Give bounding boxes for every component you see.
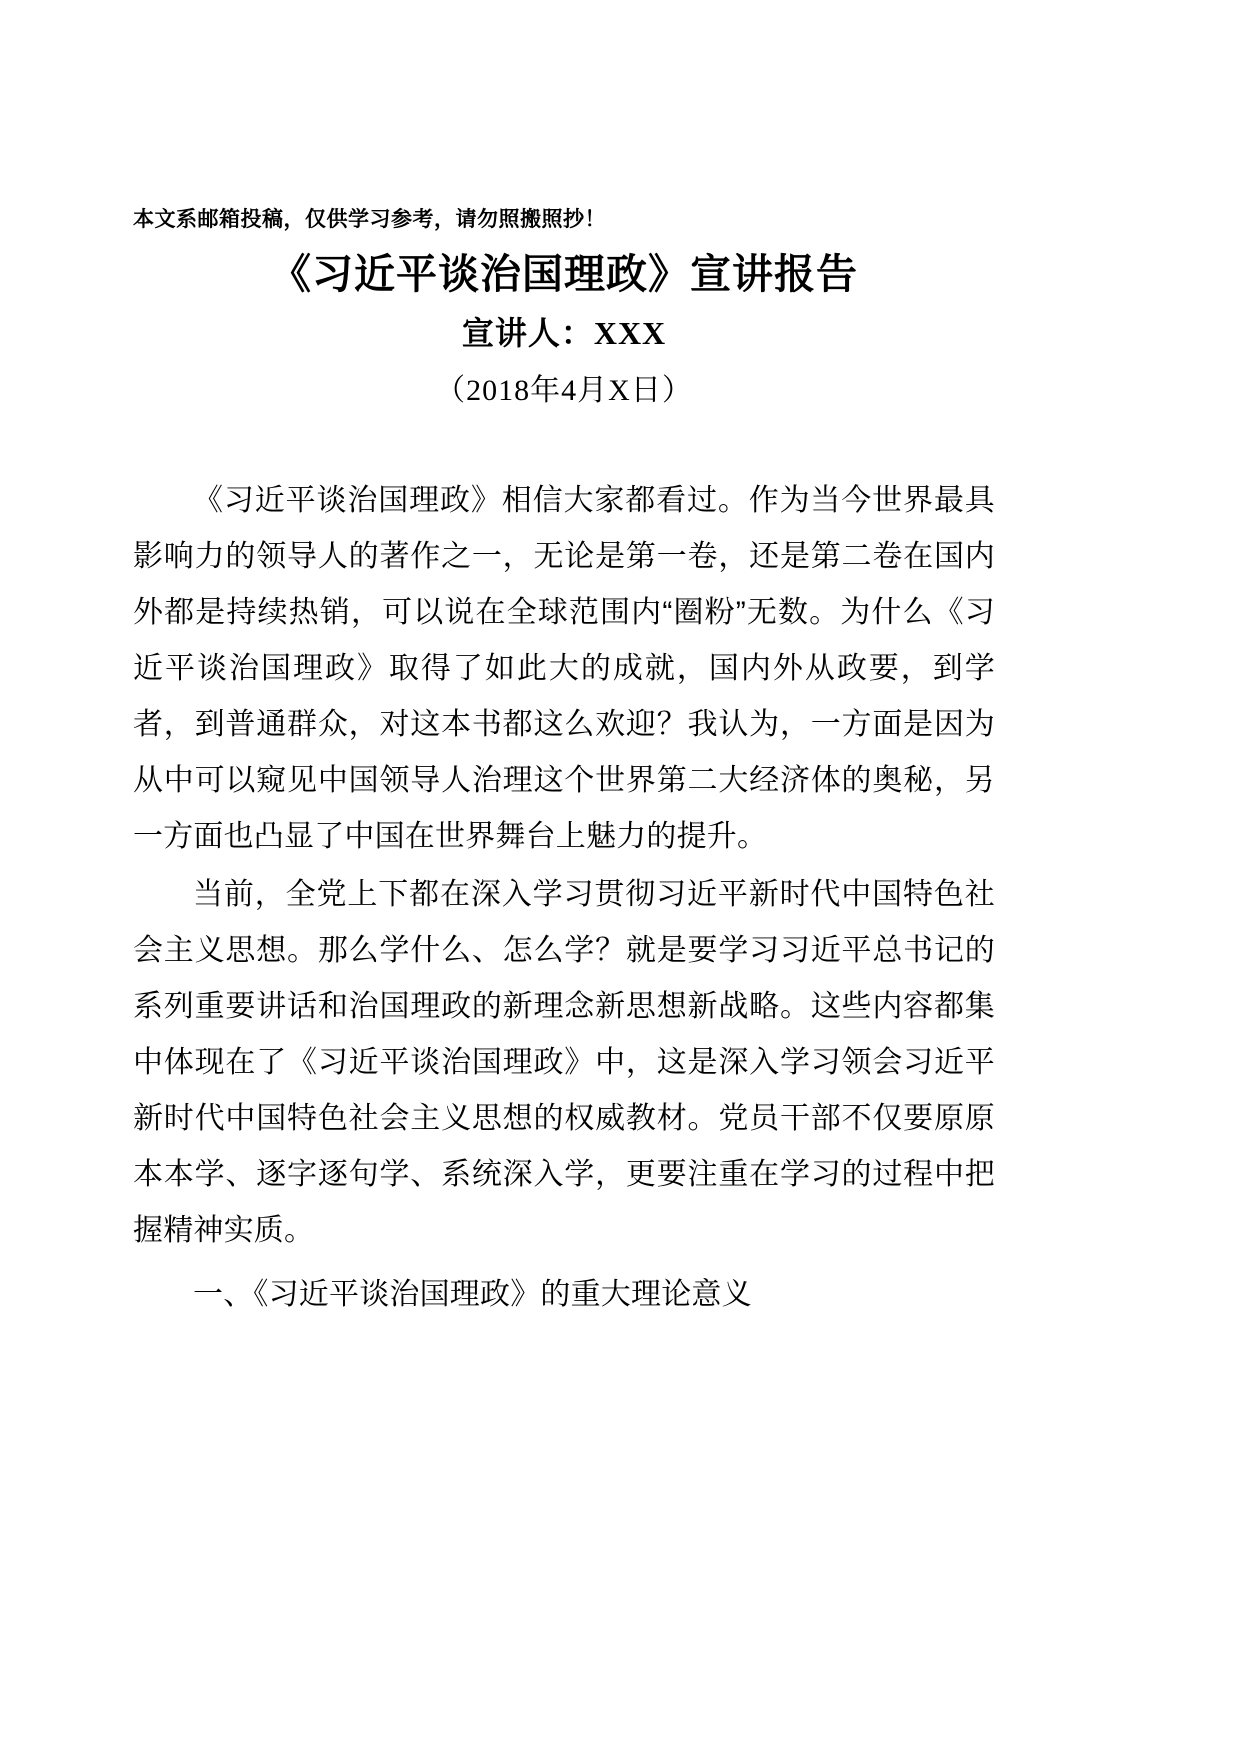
submission-notice: 本文系邮箱投稿，仅供学习参考，请勿照搬照抄！: [133, 208, 606, 231]
section-heading: 一、《习近平谈治国理政》的重大理论意义: [193, 1278, 752, 1312]
paragraph: 当前，全党上下都在深入学习贯彻习近平新时代中国特色社会主义思想。那么学什么、怎么学？就是要学习习近平总书记的系列重要讲话和治国理政的新理念新思想新战略。这些内容都集中体现在了《习近平谈治国理政》中，这是深入学习领会习近平新时代中国特色社会主义思想的权威教材。党员干部不仅要原原本本学、逐字逐句学、系统深入学，更要注重在学习的过程中把握精神实质。: [133, 878, 995, 1248]
paragraph: 《习近平谈治国理政》相信大家都看过。作为当今世界最具影响力的领导人的著作之一，无论是第一卷，还是第二卷在国内外都是持续热销，可以说在全球范围内“圈粉”无数。为什么《习近平谈治国理政》取得了如此大的成就，国内外从政要，到学者，到普通群众，对这本书都这么欢迎？我认为，一方面是因为从中可以窥见中国领导人治理这个世界第二大经济体的奥秘，另一方面也凸显了中国在世界舞台上魅力的提升。: [133, 484, 995, 854]
speaker-line: 宣讲人：XXX: [461, 314, 667, 351]
document-title: 《习近平谈治国理政》宣讲报告: [270, 251, 858, 298]
body-text: [133, 473, 995, 1323]
document-content: [133, 0, 995, 1325]
date-line: （2018年4月X日）: [435, 373, 693, 407]
title-block: [133, 248, 995, 411]
